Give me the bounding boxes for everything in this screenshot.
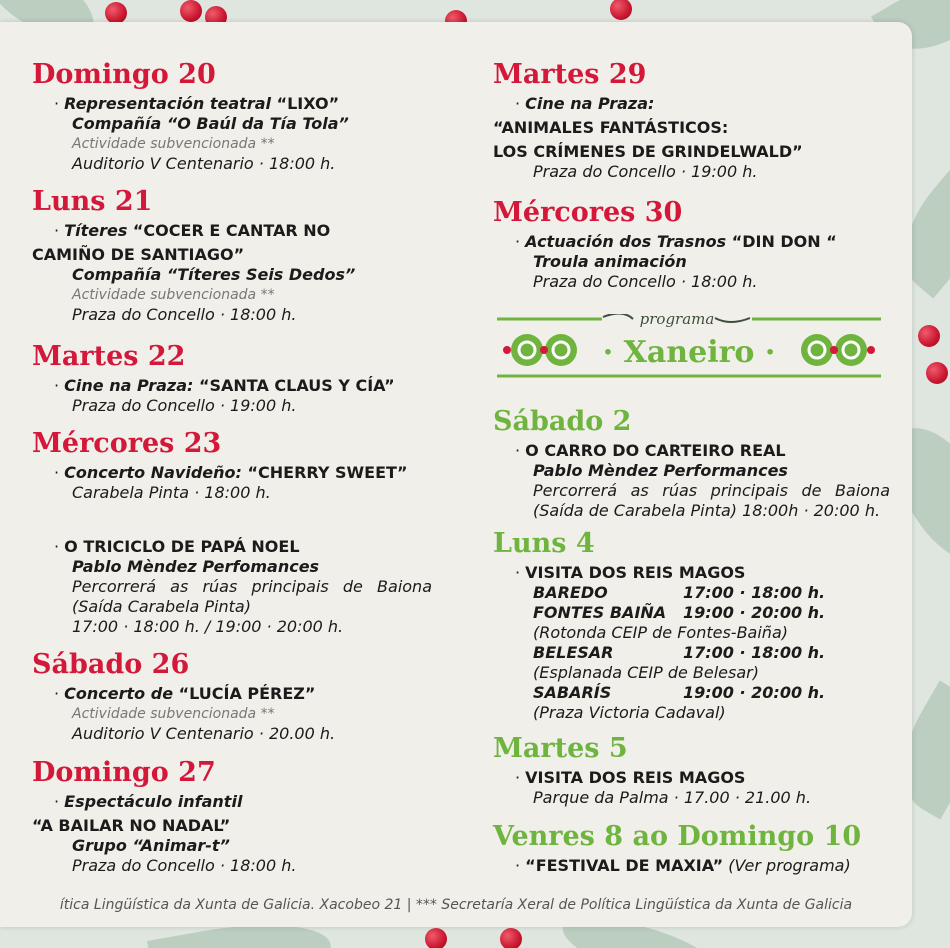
event-location: (Saída Carabela Pinta)	[72, 597, 251, 616]
event-title	[493, 856, 890, 876]
event-day-section	[493, 822, 890, 876]
berry-icon	[105, 2, 127, 24]
event-title	[32, 94, 432, 114]
event-title	[493, 768, 890, 788]
event-title	[32, 376, 432, 396]
event-day-heading: Martes 5	[493, 733, 628, 764]
event-details	[493, 856, 890, 876]
event-day-heading: Venres 8 ao Domingo 10	[493, 821, 862, 852]
schedule-time: 19:00 · 20:00 h.	[683, 683, 826, 702]
january-program-banner	[497, 314, 881, 380]
bullet: ·	[515, 94, 526, 113]
subsidy-note: Actividade subvencionada **	[72, 136, 275, 152]
event-name: “ANIMALES FANTÁSTICOS:	[493, 118, 729, 137]
bullet: ·	[54, 221, 65, 240]
event-day-section	[32, 650, 432, 744]
event-location: Carabela Pinta · 18:00 h.	[72, 483, 271, 502]
schedule-row	[493, 683, 890, 703]
event-location: Praza do Concello · 18:00 h.	[533, 272, 758, 291]
schedule-row	[493, 603, 890, 623]
bullet: ·	[515, 768, 526, 787]
event-name: “FESTIVAL DE MAXIA”	[525, 856, 724, 875]
event-name: O TRICICLO DE PAPÁ NOEL	[64, 537, 300, 556]
bullet: ·	[54, 537, 65, 556]
event-type: Cine na Praza:	[64, 376, 199, 395]
event-route: Percorrerá as rúas principais de Baiona	[533, 481, 890, 500]
footer-credits: ítica Lingüística da Xunta de Galicia. Xacobeo 21 | *** Secretaría Xeral de Política Lingüística da Xunta de Galicia	[59, 897, 853, 913]
event-location: Praza do Concello · 18:00 h.	[72, 305, 297, 324]
event-type: Representación teatral	[64, 94, 277, 113]
schedule-place: FONTES BAIÑA	[533, 603, 667, 622]
event-details	[493, 768, 890, 808]
berry-icon	[180, 0, 202, 22]
event-details	[32, 94, 432, 174]
event-details	[32, 792, 432, 876]
schedule-time: 19:00 · 20:00 h.	[683, 603, 826, 622]
event-title	[32, 221, 432, 241]
event-details	[32, 463, 432, 637]
event-day-section	[32, 342, 432, 416]
event-title	[493, 563, 890, 583]
event-details	[32, 684, 432, 744]
event-location: Auditorio V Centenario · 18:00 h.	[72, 154, 336, 173]
berry-icon	[610, 0, 632, 20]
event-day-heading: Sábado 26	[32, 649, 190, 680]
event-location: Praza do Concello · 19:00 h.	[533, 162, 758, 181]
event-name: VISITA DOS REIS MAGOS	[525, 768, 746, 787]
event-details	[32, 376, 432, 416]
event-details	[493, 232, 890, 292]
event-name: “LIXO”	[276, 94, 340, 113]
event-title	[32, 684, 432, 704]
event-name: LOS CRÍMENES DE GRINDELWALD”	[493, 142, 803, 161]
event-name: “DIN DON “	[731, 232, 837, 251]
event-location: Praza do Concello · 19:00 h.	[72, 396, 297, 415]
event-company: Compañía “Títeres Seis Dedos”	[72, 265, 356, 284]
event-location: Praza do Concello · 18:00 h.	[72, 856, 297, 875]
bullet: ·	[54, 684, 65, 703]
event-company: Grupo “Animar-t”	[72, 836, 230, 855]
banner-title: · Xaneiro ·	[602, 335, 776, 370]
schedule-time: 17:00 · 18:00 h.	[683, 583, 826, 602]
schedule-place: BELESAR	[533, 643, 614, 662]
event-day-section	[32, 429, 432, 637]
event-company: Pablo Mèndez Perfomances	[72, 557, 320, 576]
bullet: ·	[515, 856, 526, 875]
event-name: “A BAILAR NO NADAL”	[32, 816, 231, 835]
event-name: O CARRO DO CARTEIRO REAL	[525, 441, 786, 460]
schedule-time: 17:00 · 18:00 h.	[683, 643, 826, 662]
event-title	[493, 441, 890, 461]
berry-icon	[918, 325, 940, 347]
event-type: Concerto de	[64, 684, 179, 703]
bullet: ·	[54, 94, 65, 113]
banner-small-text: programa	[639, 314, 715, 328]
subsidy-note: Actividade subvencionada **	[72, 706, 275, 722]
event-company: Troula animación	[533, 252, 687, 271]
event-day-heading: Domingo 20	[32, 59, 216, 90]
event-location: (Saída de Carabela Pinta) 18:00h · 20:00 h.	[533, 501, 881, 520]
bullet: ·	[54, 376, 65, 395]
event-title	[32, 463, 432, 483]
event-day-section	[493, 60, 890, 182]
event-day-section	[493, 734, 890, 808]
program-card	[0, 22, 912, 927]
event-name: “COCER E CANTAR NO	[132, 221, 331, 240]
bullet: ·	[54, 463, 65, 482]
event-type: Actuación dos Trasnos	[525, 232, 732, 251]
event-details	[32, 221, 432, 325]
berry-icon	[926, 362, 948, 384]
event-title	[493, 94, 890, 114]
subsidy-note: Actividade subvencionada **	[72, 287, 275, 303]
event-day-heading: Luns 4	[493, 528, 595, 559]
event-day-section	[32, 187, 432, 325]
berry-icon	[425, 928, 447, 948]
event-day-heading: Martes 22	[32, 341, 186, 372]
schedule-place: BAREDO	[533, 583, 608, 602]
event-location: Parque da Palma · 17.00 · 21.00 h.	[533, 788, 812, 807]
event-day-section	[493, 529, 890, 723]
event-details	[493, 94, 890, 182]
event-day-heading: Mércores 30	[493, 197, 683, 228]
schedule-row	[493, 643, 890, 663]
event-type: Títeres	[64, 221, 133, 240]
event-location: Auditorio V Centenario · 20.00 h.	[72, 724, 336, 743]
event-company: Pablo Mèndez Performances	[533, 461, 788, 480]
event-company: Compañía “O Baúl da Tía Tola”	[72, 114, 349, 133]
event-name: “LUCÍA PÉREZ”	[178, 684, 316, 703]
bullet: ·	[515, 563, 526, 582]
event-day-section	[32, 60, 432, 174]
bullet: ·	[54, 792, 65, 811]
event-day-heading: Mércores 23	[32, 428, 222, 459]
event-day-heading: Martes 29	[493, 59, 647, 90]
event-location: (Rotonda CEIP de Fontes-Baiña)	[533, 623, 788, 642]
event-location: (Praza Victoria Cadaval)	[533, 703, 726, 722]
event-name: CAMIÑO DE SANTIAGO”	[32, 245, 245, 264]
event-details	[493, 441, 890, 521]
spacer	[32, 503, 432, 537]
event-route: Percorrerá as rúas principais de Baiona	[72, 577, 432, 596]
bullet: ·	[515, 441, 526, 460]
schedule-place: SABARÍS	[533, 683, 612, 702]
event-day-section	[493, 407, 890, 521]
event-name: “CHERRY SWEET”	[247, 463, 408, 482]
event-type: Concerto Navideño:	[64, 463, 248, 482]
event-day-section	[493, 198, 890, 292]
event-name: “SANTA CLAUS Y CÍA”	[198, 376, 395, 395]
event-location: (Esplanada CEIP de Belesar)	[533, 663, 759, 682]
event-note: (Ver programa)	[723, 856, 851, 875]
event-title	[32, 537, 432, 557]
bullet: ·	[515, 232, 526, 251]
event-details	[493, 563, 890, 723]
event-day-section	[32, 758, 432, 876]
schedule-row	[493, 583, 890, 603]
event-day-heading: Sábado 2	[493, 406, 632, 437]
event-name: VISITA DOS REIS MAGOS	[525, 563, 746, 582]
event-location: 17:00 · 18:00 h. / 19:00 · 20:00 h.	[72, 617, 344, 636]
event-type: Espectáculo infantil	[64, 792, 243, 811]
event-day-heading: Luns 21	[32, 186, 153, 217]
event-title	[32, 792, 432, 812]
berry-icon	[500, 928, 522, 948]
event-type: Cine na Praza:	[525, 94, 655, 113]
event-day-heading: Domingo 27	[32, 757, 216, 788]
event-title	[493, 232, 890, 252]
